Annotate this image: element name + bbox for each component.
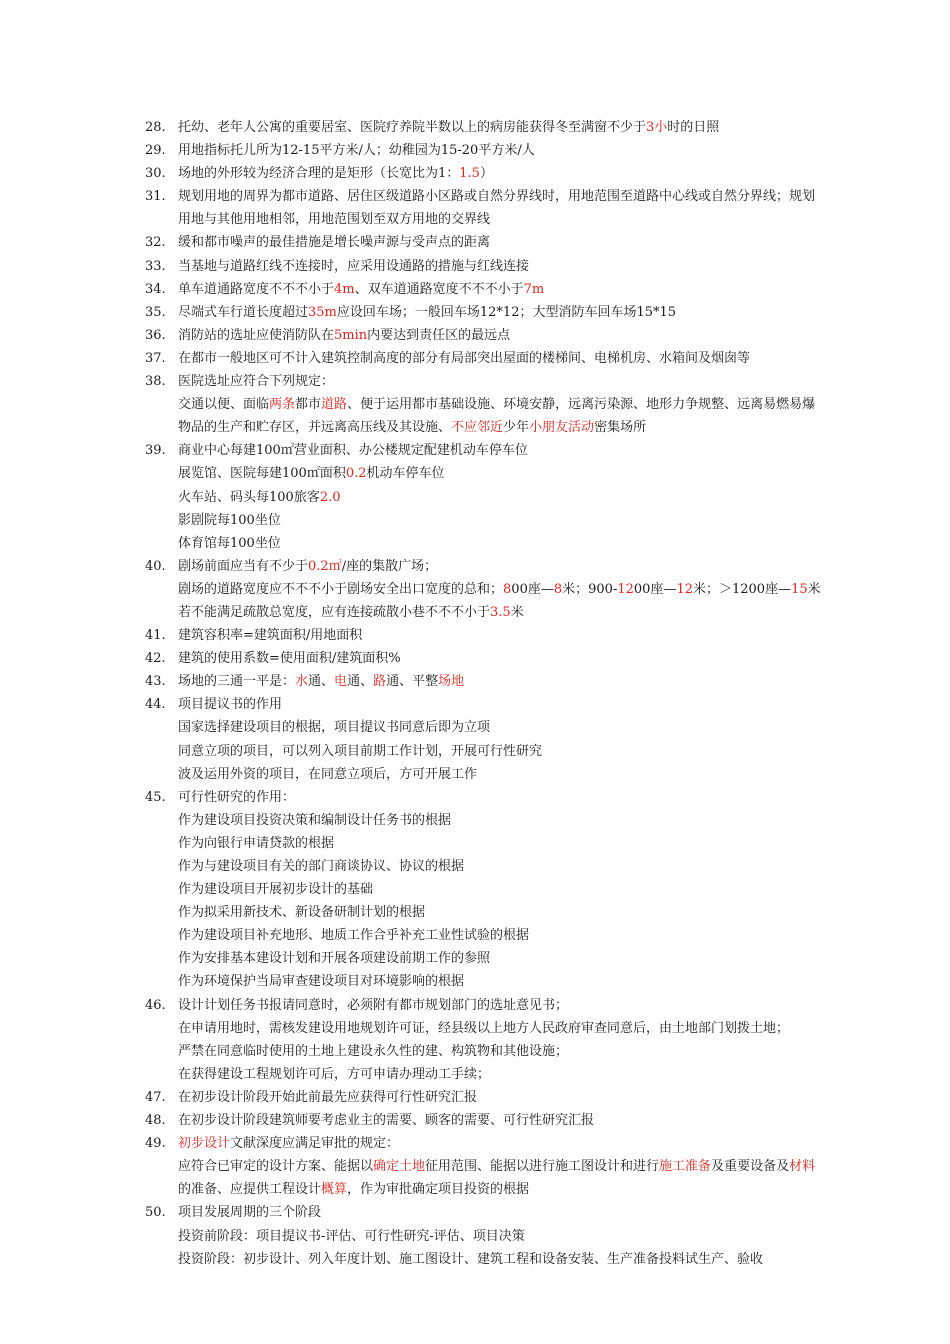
item-text	[178, 924, 529, 947]
item-number: 37.	[145, 350, 166, 366]
item-text	[178, 1248, 763, 1271]
item-text	[178, 255, 529, 278]
text-segment: 严禁在同意临时使用的土地上建设永久性的建、构筑物和其他设施；	[178, 1043, 569, 1059]
item-text	[178, 208, 490, 231]
highlighted-term: 场地	[438, 674, 465, 690]
text-line	[0, 486, 950, 509]
text-segment: 项目提议书的作用	[178, 697, 283, 713]
text-segment: 少年	[503, 420, 530, 436]
text-segment: 投资前阶段：项目提议书-评估、可行性研究-评估、项目决策	[178, 1228, 525, 1244]
text-line	[0, 1155, 950, 1178]
text-line	[0, 301, 950, 324]
text-segment: 在申请用地时，需核发建设用地规划许可证，经县级以上地方人民政府审查同意后，由土地部门划拨土地；	[178, 1020, 790, 1036]
text-line	[0, 231, 950, 254]
item-text	[178, 393, 815, 416]
item-text	[178, 1063, 490, 1086]
text-segment: 剧场前面应当有不少于	[178, 558, 309, 574]
text-segment: 规划用地的周界为都市道路、居住区级道路小区路或自然分界线时，用地范围至道路中心线或自然分界线；规划	[178, 189, 816, 205]
item-text	[178, 901, 425, 924]
text-line	[0, 324, 950, 347]
text-segment: 作为与建设项目有关的部门商谈协议、协议的根据	[178, 859, 465, 874]
item-text	[178, 231, 490, 254]
text-line	[0, 509, 950, 532]
item-number: 49.	[145, 1136, 166, 1152]
text-segment: 作为建设项目开展初步设计的基础	[178, 882, 374, 898]
text-segment: 通、	[347, 674, 374, 690]
item-text	[178, 670, 464, 693]
text-segment: 剧场的道路宽度应不不不小于剧场安全出口宽度的总和；	[178, 581, 504, 597]
item-number: 33.	[145, 258, 166, 274]
highlighted-term: 水	[295, 674, 309, 690]
text-line	[0, 1086, 950, 1109]
item-text	[178, 370, 334, 393]
item-number: 50.	[145, 1205, 166, 1221]
item-text	[178, 278, 544, 301]
text-segment: 、双车道通路宽度不不不小于	[354, 281, 524, 297]
text-segment: /座的集散广场；	[341, 558, 438, 574]
document-body	[0, 116, 950, 1271]
text-line	[0, 693, 950, 716]
text-segment: 在初步设计阶段开始此前最先应获得可行性研究汇报	[178, 1089, 478, 1105]
text-line	[0, 370, 950, 393]
highlighted-term: 1.5	[459, 166, 480, 182]
item-text	[178, 601, 524, 624]
item-text	[178, 994, 568, 1017]
text-line	[0, 716, 950, 739]
text-segment: 在获得建设工程规划许可后，方可申请办理动工手续；	[178, 1066, 491, 1082]
text-line	[0, 786, 950, 809]
text-segment: 火车站、码头每100旅客	[178, 489, 320, 505]
text-line	[0, 1248, 950, 1271]
item-text	[178, 416, 646, 439]
text-line	[0, 947, 950, 970]
text-line	[0, 924, 950, 947]
text-segment: 消防站的选址应使消防队在	[178, 327, 335, 343]
text-segment: 当基地与道路红线不连接时，应采用设通路的措施与红线连接	[178, 258, 530, 274]
item-text	[178, 693, 282, 716]
highlighted-term: 材料	[789, 1159, 816, 1175]
text-segment: 缓和都市噪声的最佳措施是增长噪声源与受声点的距离	[178, 235, 491, 251]
text-segment: 内要达到责任区的最远点	[367, 327, 511, 343]
text-segment: 建筑容积率=建筑面积/用地面积	[178, 628, 363, 644]
highlighted-term: 15	[791, 581, 808, 597]
text-line	[0, 624, 950, 647]
text-segment: 设计计划任务书报请同意时，必须附有都市规划部门的选址意见书；	[178, 997, 569, 1013]
text-line	[0, 416, 950, 439]
text-line	[0, 1109, 950, 1132]
text-segment: 展览馆、医院每建100㎡面积	[178, 466, 346, 482]
item-text	[178, 439, 528, 462]
item-text	[178, 1132, 399, 1155]
text-segment: 通、平整	[386, 674, 439, 690]
highlighted-term: 电	[334, 674, 348, 690]
item-text	[178, 509, 281, 532]
item-text	[178, 1178, 529, 1201]
text-segment: 建筑的使用系数=使用面积/建筑面积%	[178, 651, 401, 667]
item-number: 34.	[145, 281, 166, 297]
highlighted-term: 路	[373, 674, 387, 690]
text-line	[0, 1063, 950, 1086]
highlighted-term: 0.2	[345, 466, 367, 482]
text-segment: 国家选择建设项目的根据，项目提议书同意后即为立项	[178, 720, 491, 736]
item-number: 44.	[145, 697, 166, 713]
text-line	[0, 809, 950, 832]
text-segment: 的准备、应提供工程设计	[178, 1182, 322, 1198]
item-text	[178, 1225, 525, 1248]
item-text	[178, 786, 295, 809]
text-segment: 米；900-	[562, 581, 618, 597]
text-line	[0, 185, 950, 208]
text-segment: 时的日照	[667, 120, 720, 135]
text-segment: 作为安排基本建设计划和开展各项建设前期工作的参照	[178, 951, 491, 967]
text-segment: 尽端式车行道长度超过	[178, 304, 309, 320]
text-segment: 应符合已审定的设计方案、能据以	[178, 1159, 374, 1175]
text-segment: 商业中心每建100㎡营业面积、办公楼规定配建机动车停车位	[178, 443, 528, 459]
item-number: 31.	[145, 189, 166, 205]
highlighted-term: 道路	[321, 397, 348, 413]
highlighted-term: 确定土地	[373, 1159, 426, 1175]
text-segment: 可行性研究的作用：	[178, 789, 296, 805]
item-number: 38.	[145, 374, 166, 390]
text-segment: 米；＞1200座—	[692, 581, 792, 597]
highlighted-term: 概算	[321, 1182, 348, 1198]
item-text	[178, 1155, 815, 1178]
highlighted-term: 8	[503, 581, 512, 597]
text-segment: 场地的三通一平是：	[178, 674, 296, 690]
item-number: 42.	[145, 651, 166, 667]
text-segment: 征用范围、能据以进行施工图设计和进行	[425, 1159, 660, 1175]
text-segment: 同意立项的项目，可以列入项目前期工作计划，开展可行性研究	[178, 743, 543, 759]
text-segment: 作为拟采用新技术、新设备研制计划的根据	[178, 905, 426, 921]
text-line	[0, 462, 950, 485]
text-line	[0, 670, 950, 693]
text-segment: 、便于运用都市基础设施、环境安静，远离污染源、地形力争规整、远离易燃易爆	[347, 397, 816, 413]
text-segment: 若不能满足疏散总宽度，应有连接疏散小巷不不不小于	[178, 604, 491, 620]
highlighted-term: 12	[676, 581, 693, 597]
text-segment: 项目发展周期的三个阶段	[178, 1205, 322, 1221]
text-segment: 应设回车场；一般回车场12*12；大型消防车回车场15*15	[336, 304, 677, 320]
text-segment: 托幼、老年人公寓的重要居室、医院疗养院半数以上的病房能获得冬至满窗不少于	[178, 120, 647, 135]
item-number: 46.	[145, 997, 166, 1013]
item-text	[178, 139, 535, 162]
text-line	[0, 278, 950, 301]
text-segment: 单车道通路宽度不不不小于	[178, 281, 335, 297]
text-segment: 米	[510, 604, 524, 620]
highlighted-term: 0.2㎡	[308, 558, 342, 574]
text-line	[0, 555, 950, 578]
item-number: 32.	[145, 235, 166, 251]
item-text	[178, 578, 821, 601]
text-segment: 文献深度应满足审批的规定：	[230, 1136, 400, 1152]
text-segment: 通、	[308, 674, 335, 690]
text-segment: 作为环境保护当局审查建设项目对环境影响的根据	[178, 974, 465, 990]
highlighted-term: 施工准备	[659, 1159, 712, 1175]
text-line	[0, 162, 950, 185]
text-line	[0, 740, 950, 763]
text-line	[0, 601, 950, 624]
item-text	[178, 763, 477, 786]
item-number: 47.	[145, 1089, 166, 1105]
text-line	[0, 832, 950, 855]
text-line	[0, 855, 950, 878]
highlighted-term: 4m	[334, 281, 355, 297]
highlighted-term: 7m	[523, 281, 545, 297]
highlighted-term: 8	[553, 581, 563, 597]
text-segment: 密集场所	[594, 420, 647, 436]
item-text	[178, 809, 451, 832]
item-text	[178, 324, 510, 347]
item-text	[178, 647, 401, 670]
highlighted-term: 两条	[269, 397, 296, 413]
item-number: 43.	[145, 674, 166, 690]
item-text	[178, 1040, 568, 1063]
item-text	[178, 878, 373, 901]
item-text	[178, 1109, 594, 1132]
text-segment: 作为向银行申请贷款的根据	[178, 835, 335, 851]
text-segment: 波及运用外资的项目，在同意立项后，方可开展工作	[178, 766, 478, 782]
text-line	[0, 647, 950, 670]
text-line	[0, 1201, 950, 1224]
item-text	[178, 486, 341, 509]
item-text	[178, 555, 437, 578]
highlighted-term: 初步设计	[178, 1136, 231, 1152]
item-number: 35.	[145, 304, 166, 320]
text-segment: 及重要设备及	[711, 1159, 790, 1175]
item-text	[178, 301, 676, 324]
text-segment: ，作为审批确定项目投资的根据	[347, 1182, 530, 1198]
item-text	[178, 624, 362, 647]
highlighted-term: 2.0	[319, 489, 341, 505]
item-text	[178, 1086, 477, 1109]
item-number: 28.	[145, 120, 166, 135]
item-text	[178, 970, 464, 993]
text-line	[0, 1225, 950, 1248]
item-number: 36.	[145, 327, 166, 343]
item-text	[178, 1201, 321, 1224]
text-segment: 医院选址应符合下列规定：	[178, 374, 335, 390]
text-segment: 场地的外形较为经济合理的是矩形（长宽比为1：	[178, 166, 460, 182]
text-segment: 作为建设项目投资决策和编制设计任务书的根据	[178, 812, 452, 828]
text-line	[0, 208, 950, 231]
text-segment: 用地指标托儿所为12-15平方米/人；幼稚园为15-20平方米/人	[178, 143, 535, 159]
item-number: 39.	[145, 443, 166, 459]
text-segment: 交通以便、面临	[178, 397, 270, 413]
text-segment: 都市	[295, 397, 322, 413]
text-segment: 投资阶段：初步设计、列入年度计划、施工图设计、建筑工程和设备安装、生产准备投料试生产、验收	[178, 1251, 764, 1267]
text-line	[0, 578, 950, 601]
text-line	[0, 532, 950, 555]
text-segment: ）	[479, 166, 493, 182]
text-line	[0, 901, 950, 924]
highlighted-term: 3.5	[490, 604, 511, 620]
text-segment: 米	[807, 581, 821, 597]
text-line	[0, 1132, 950, 1155]
text-line	[0, 347, 950, 370]
item-text	[178, 716, 490, 739]
text-line	[0, 255, 950, 278]
item-text	[178, 855, 464, 878]
item-number: 40.	[145, 558, 166, 574]
text-segment: 00座—	[511, 581, 554, 597]
item-text	[178, 347, 750, 370]
text-line	[0, 116, 950, 139]
text-segment: 物品的生产和贮存区，并远离高压线及其设施、	[178, 420, 452, 436]
text-segment: 体育馆每100坐位	[178, 535, 281, 551]
text-segment: 00座—	[633, 581, 677, 597]
item-text	[178, 532, 281, 555]
highlighted-term: 不应邻近	[451, 420, 504, 436]
text-line	[0, 1040, 950, 1063]
highlighted-term: 5min	[334, 327, 368, 343]
text-segment: 在初步设计阶段建筑师要考虑业主的需要、顾客的需要、可行性研究汇报	[178, 1113, 595, 1129]
text-line	[0, 1017, 950, 1040]
item-text	[178, 462, 445, 485]
text-line	[0, 994, 950, 1017]
text-line	[0, 439, 950, 462]
highlighted-term: 12	[617, 581, 634, 597]
text-segment: 影剧院每100坐位	[178, 512, 281, 528]
text-line	[0, 1178, 950, 1201]
text-segment: 在都市一般地区可不计入建筑控制高度的部分有局部突出屋面的楼梯间、电梯机房、水箱间及烟囱等	[178, 350, 751, 366]
item-number: 29.	[145, 143, 166, 159]
item-text	[178, 185, 815, 208]
item-text	[178, 832, 334, 855]
item-number: 30.	[145, 166, 166, 182]
text-line	[0, 878, 950, 901]
item-number: 41.	[145, 628, 166, 644]
item-text	[178, 1017, 789, 1040]
text-line	[0, 393, 950, 416]
item-number: 45.	[145, 789, 166, 805]
highlighted-term: 35m	[308, 304, 337, 320]
text-line	[0, 139, 950, 162]
item-text	[178, 162, 493, 185]
text-line	[0, 763, 950, 786]
highlighted-term: 小朋友活动	[529, 420, 595, 436]
item-text	[178, 116, 719, 139]
text-segment: 作为建设项目补充地形、地质工作合乎补充工业性试验的根据	[178, 928, 530, 944]
text-segment: 用地与其他用地相邻，用地范围划至双方用地的交界线	[178, 212, 491, 228]
item-number: 48.	[145, 1113, 166, 1129]
text-line	[0, 970, 950, 993]
item-text	[178, 740, 542, 763]
text-segment: 机动车停车位	[366, 466, 445, 482]
highlighted-term: 3小	[646, 120, 668, 135]
item-text	[178, 947, 490, 970]
